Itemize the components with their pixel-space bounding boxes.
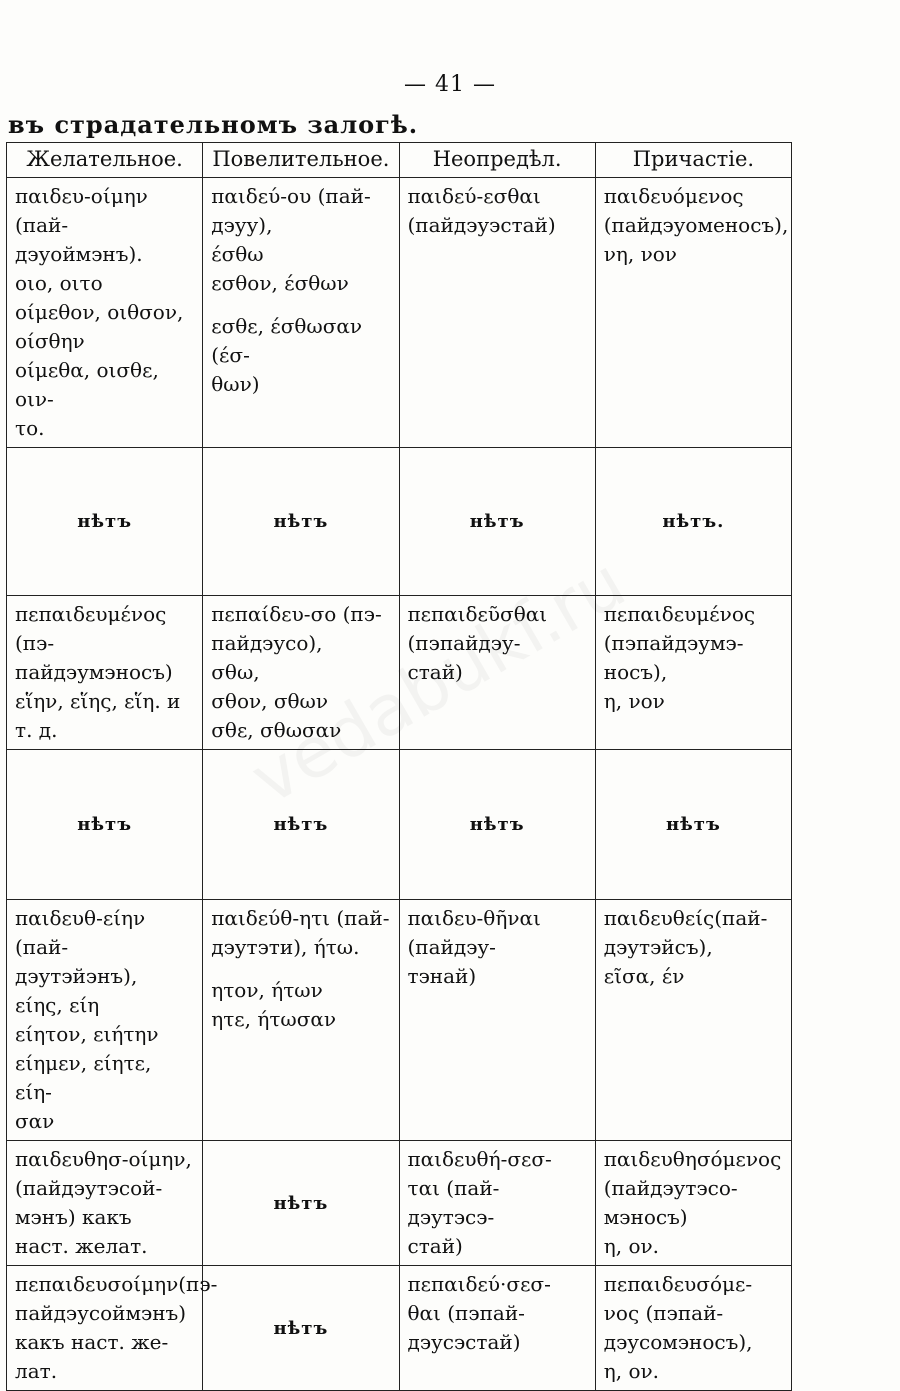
cell-infinitive (399, 750, 595, 900)
table-header-row (7, 143, 792, 178)
cell-line: πεπαιδεῦσθαι (407, 602, 548, 626)
cell-line: είητον, ειήτην (15, 1022, 159, 1046)
cell-line: σθε, σθωσαν (211, 718, 342, 742)
cell-line: дэутэйсъ), (603, 935, 713, 959)
table-row (7, 1266, 792, 1391)
cell-line: дэуоймэнъ). (15, 242, 143, 266)
cell-participle (595, 596, 791, 750)
cell-line: παιδευ-οίμην (пай- (15, 184, 148, 237)
cell-optative (7, 1266, 218, 1391)
cell-line: (пайдэутэсо- (603, 1176, 738, 1200)
cell-imperative (203, 596, 399, 750)
cell-line: εσθε, έσθωσαν (έσ- (211, 314, 363, 367)
cell-line: πεπαίδευ-σο (пэ- (211, 602, 382, 626)
cell-line: нѣтъ (273, 511, 329, 532)
column-header-optative: Желательное. (7, 143, 203, 178)
cell-optative (7, 448, 203, 596)
cell-participle (595, 178, 791, 448)
cell-line (211, 962, 390, 976)
cell-line: οίμεθον, οιθσον, (15, 300, 184, 324)
cell-line: дэуу), (211, 213, 273, 237)
cell-line: мэносъ) (603, 1205, 688, 1229)
column-header-participle: Причастіе. (595, 143, 791, 178)
cell-infinitive (399, 596, 595, 750)
cell-line: παιδεύ-εσθαι (407, 184, 541, 208)
cell-line: νη, νον (603, 242, 677, 266)
cell-line: πεπαιδευσόμε- (603, 1272, 753, 1296)
cell-line: παιδεύθ-ητι (пай- (211, 906, 390, 930)
cell-imperative (203, 1266, 399, 1391)
cell-line: νος (пэпай- (603, 1301, 724, 1325)
cell-line: παιδευθή-σεσ- (407, 1147, 552, 1171)
cell-line: мэнъ) какъ (15, 1205, 132, 1229)
cell-line: θαι (пэпай- (407, 1301, 525, 1325)
cell-line: (пэпайдэумэ- (603, 631, 744, 655)
cell-line: (пэпайдэу- (407, 631, 521, 655)
cell-line: οίμεθα, οισθε, οιν- (15, 358, 159, 411)
cell-line: (пайдэу- (407, 935, 496, 959)
cell-line: нѣтъ (273, 1192, 329, 1214)
cell-imperative (203, 750, 399, 900)
cell-line: пайдэусоймэнъ) (15, 1301, 187, 1325)
cell-imperative (203, 178, 399, 448)
cell-line: παιδευόμενος (603, 184, 744, 208)
cell-line: (пайдэуэстай) (407, 213, 556, 237)
cell-line: дэусомэносъ), (603, 1330, 753, 1354)
cell-line: η, νον (603, 689, 665, 713)
cell-line: нѣтъ (469, 814, 525, 835)
cell-optative (7, 750, 203, 900)
cell-optative (7, 178, 203, 448)
cell-line: дэутэти), ήτω. (211, 935, 360, 959)
cell-line: θων) (211, 372, 260, 396)
cell-line: παιδευθείς(пай- (603, 906, 768, 930)
cell-line: наст. желат. (15, 1234, 148, 1258)
cell-participle (595, 1266, 791, 1391)
cell-line: нѣтъ (273, 1317, 329, 1339)
page-heading: въ страдательномъ залогѣ. (8, 110, 419, 139)
cell-line: нѣтъ (77, 814, 133, 835)
cell-line: πεπαιδευμένος (603, 602, 756, 626)
page-number: — 41 — (404, 72, 496, 97)
cell-line: πεπαιδευμένος (пэ- (15, 602, 167, 655)
cell-line: дэутэсэ- (407, 1205, 495, 1229)
cell-line: дэутэйэнъ), (15, 964, 138, 988)
cell-imperative (203, 1141, 399, 1266)
cell-line: (пайдэуоменосъ), (603, 213, 789, 237)
table-row (7, 448, 792, 596)
cell-line: παιδεύ-ου (пай- (211, 184, 371, 208)
column-header-imperative: Повелительное. (203, 143, 399, 178)
cell-line: (пайдэутэсой- (15, 1176, 163, 1200)
column-header-infinitive: Неопредѣл. (399, 143, 595, 178)
cell-line: σθω, (211, 660, 260, 684)
cell-imperative (203, 900, 399, 1141)
cell-line: пайдэусо), (211, 631, 323, 655)
cell-optative (7, 1141, 203, 1266)
table-row (7, 178, 792, 448)
cell-line: είημεν, είητε, είη- (15, 1051, 152, 1104)
cell-line: πεπαιδευσοίμην(пэ- (15, 1272, 218, 1296)
cell-line: стай) (407, 660, 463, 684)
cell-line: η, ον. (603, 1234, 660, 1258)
cell-line: εἵην, εἵης, εἵη. и (15, 689, 181, 713)
table-row (7, 750, 792, 900)
cell-infinitive (399, 1266, 595, 1391)
cell-line: нѣтъ (469, 511, 525, 532)
cell-infinitive (399, 178, 595, 448)
table-row (7, 1141, 792, 1266)
cell-line: стай) (407, 1234, 463, 1258)
cell-participle (595, 750, 791, 900)
cell-line: εσθον, έσθων (211, 271, 349, 295)
cell-participle (595, 448, 791, 596)
cell-optative (7, 596, 203, 750)
cell-infinitive (399, 900, 595, 1141)
cell-line: ητε, ήτωσαν (211, 1007, 337, 1031)
cell-line: ητον, ήτων (211, 978, 323, 1002)
cell-line (211, 298, 390, 312)
cell-line: носъ), (603, 660, 668, 684)
cell-line: нѣтъ (273, 814, 329, 835)
cell-infinitive (399, 1141, 595, 1266)
cell-line: пайдэумэносъ) (15, 660, 173, 684)
conjugation-table (6, 142, 792, 1391)
cell-line: дэусэстай) (407, 1330, 521, 1354)
cell-participle (595, 900, 791, 1141)
cell-line: т. д. (15, 718, 58, 742)
cell-line: το. (15, 416, 45, 440)
cell-line: πεπαιδεύ·σεσ- (407, 1272, 551, 1296)
cell-line: σαν (15, 1109, 55, 1133)
cell-line: нѣтъ. (662, 511, 725, 532)
cell-participle (595, 1141, 791, 1266)
cell-line: нѣтъ (665, 814, 721, 835)
cell-line: παιδευθησ-οίμην, (15, 1147, 192, 1171)
cell-line: εῖσα, έν (603, 964, 685, 988)
cell-line: тэнай) (407, 964, 477, 988)
table-row (7, 596, 792, 750)
table-row (7, 900, 792, 1141)
cell-line: παιδευ-θῆναι (407, 906, 541, 930)
cell-line: παιδευθ-είην (пай- (15, 906, 146, 959)
cell-optative (7, 900, 203, 1141)
cell-line: η, ον. (603, 1359, 660, 1383)
cell-line: οιο, οιτο (15, 271, 103, 295)
cell-line: σθον, σθων (211, 689, 329, 713)
cell-line: ται (пай- (407, 1176, 500, 1200)
cell-line: лат. (15, 1359, 58, 1383)
cell-imperative (203, 448, 399, 596)
cell-line: είης, είη (15, 993, 100, 1017)
cell-line: έσθω (211, 242, 264, 266)
cell-infinitive (399, 448, 595, 596)
cell-line: какъ наст. же- (15, 1330, 169, 1354)
cell-line: παιδευθησόμενος (603, 1147, 782, 1171)
cell-line: οίσθην (15, 329, 85, 353)
cell-line: нѣтъ (77, 511, 133, 532)
